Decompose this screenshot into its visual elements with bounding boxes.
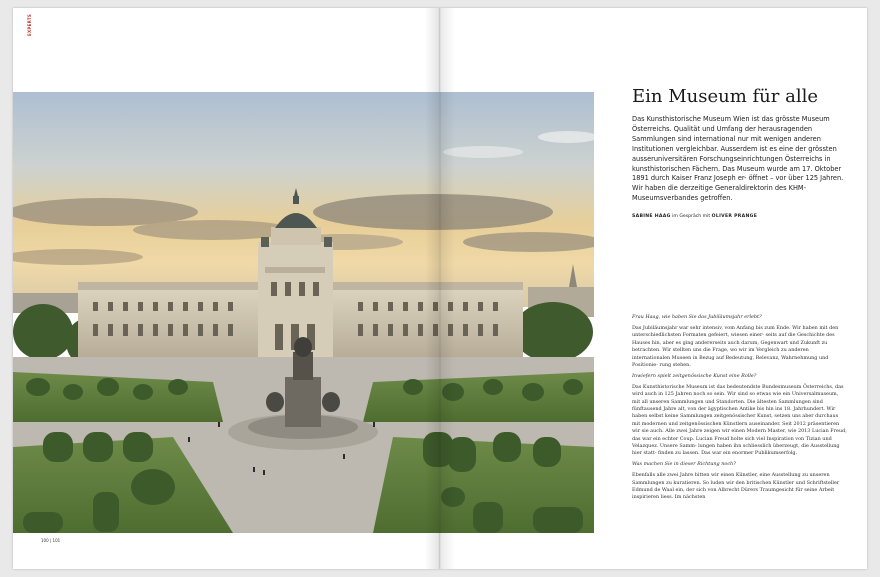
interview-question: Was machen Sie in dieser Richtung noch? [632,461,736,468]
magazine-spread [13,8,867,569]
interview-question: Frau Haag, wie haben Sie das Jubiläumsjahr erlebt? [632,314,762,320]
museum-photo [13,92,594,533]
interview-answer: Das Jubiläumsjahr war sehr intensiv, vom Anfang bis zum Ende. Wir haben mit den unterschiedlichsten Formaten gefeiert, wiesen einer- seits auf die Geschichte des Hauses hin, aber es ging andererseits auch darum, Gegenwart und Zukunft zu betrachten. Wir stellten uns die Frage, wo wir im Vergleich zu anderen internationalen Museen in Bezug auf Bedeutung, Relevanz, Wahrnehmung und Positionie- rung stehen. [632,324,839,368]
article-byline [632,214,847,219]
page-folio: 100 | 101 [41,538,61,543]
byline-name-b: OLIVER PRANGE [711,214,758,219]
article-lead: Das Kunsthistorische Museum Wien ist das grösste Museum Österreichs. Qualität und Umfang der herausragenden Sammlungen sind international nur mit wenigen anderen Institutionen vergleichbar. Ausserdem ist es eine der grössten ausseruniversitären Forschungseinrichtungen Österreichs in kunsthistorischen Fächern. Das Museum wurde am 17. Oktober 1891 durch Kaiser Franz Joseph er- öffnet – vor über 125 Jahren. Wir haben die derzeitige Generaldirektorin des KHM-Museumsverbandes getroffen. [632,115,844,203]
interview-answer: Das Kunsthistorische Museum ist das bedeutendste Bundesmuseum Österreichs, das wird auch in 125 Jahren noch so sein. Wir sind so etwas wie ein Universalmuseum, mit all unseren Sammlungen und Standorten. Die ältesten Sammlungen sind fünftausend Jahre alt, von der ägyptischen Antike bis hin ins 18. Jahrhundert. Wir haben selbst keine Sammlungen zeitgenössischer Kunst, setzen uns aber durchaus mit modernen und zeitgenössischen Künstlern auseinander. Seit 2012 präsentieren wir sie auch. Alle zwei Jahre zeigen wir einen Modern Master, wie 2013 Lucian Freud, das war ein echter Coup. Lucian Freud holte sich viel Inspiration von Tizian und Velazquez. Unsere Samm- lungen haben ihn schliesslich überzeugt, die Ausstellung hier statt- finden zu lassen. Das war ein enormer Publikumserfolg. [632,383,847,457]
byline-connector: im Gespräch mit [670,214,712,219]
interview-body [632,314,847,505]
byline-name-a: SABINE HAAG [632,214,671,219]
interview-answer: Ebenfalls alle zwei Jahre bitten wir einen Künstler, eine Ausstellung zu unseren Sammlungen zu kuratieren. So luden wir den britischen Künstler und Schriftsteller Edmund de Waal ein, der sich von Albrecht Dürers Traumgesicht für seine Arbeit inspirieren liess. Im nächsten [632,472,840,501]
article-headline: Ein Museum für alle [632,86,818,107]
interview-question: Inwiefern spielt zeitgenössische Kunst eine Rolle? [632,372,757,379]
section-tag: EXPERTS [27,13,32,36]
